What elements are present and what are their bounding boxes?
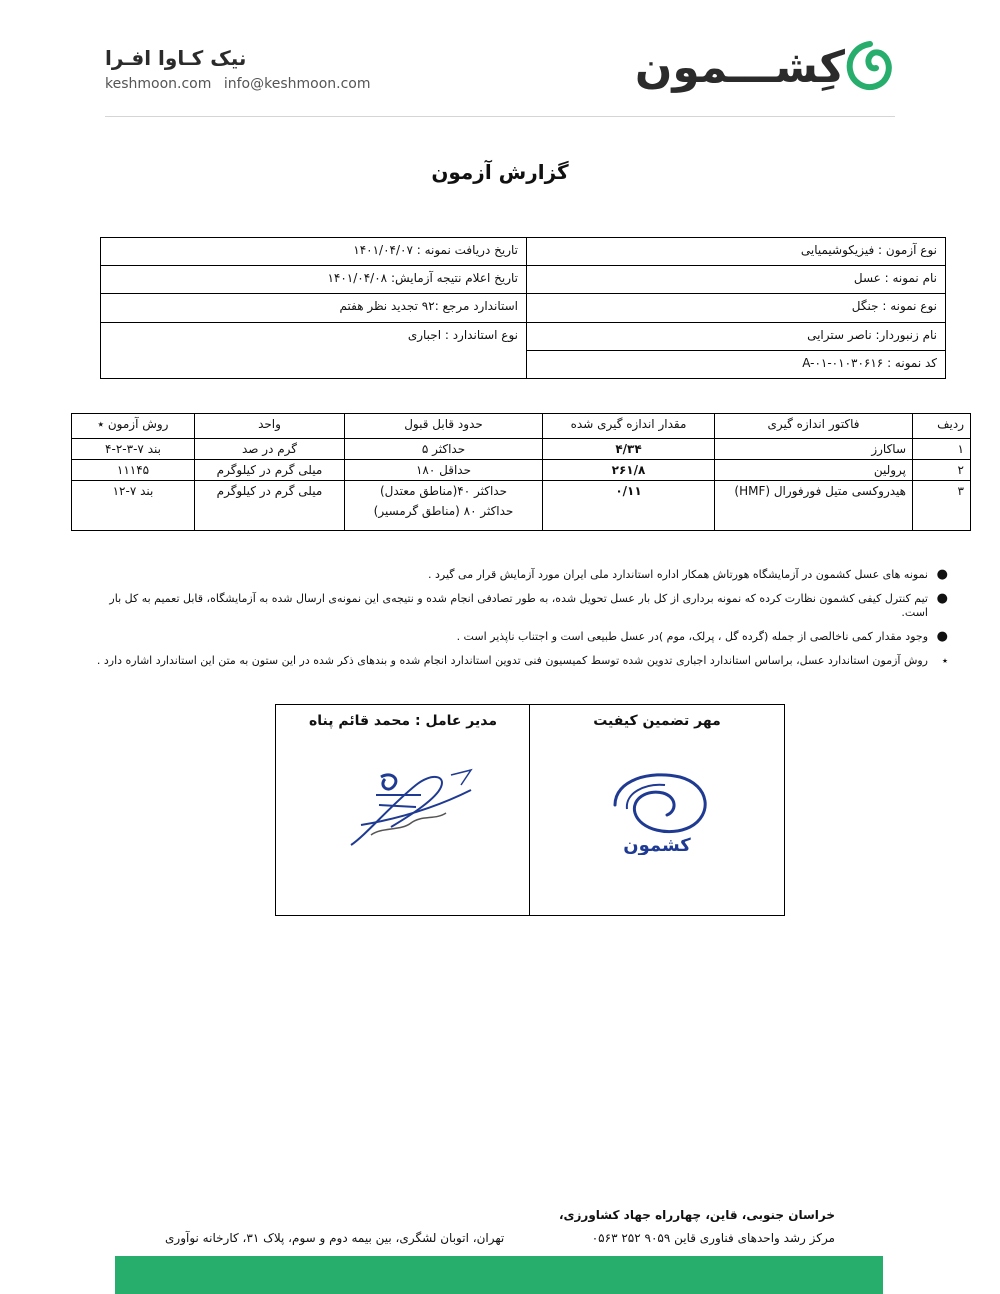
- info-sample-type: نوع نمونه : جنگل: [527, 294, 945, 323]
- row-no: ۲: [913, 460, 971, 481]
- row-value: ۲۶۱/۸: [543, 460, 715, 481]
- table-row: [72, 481, 971, 531]
- row-factor: ساکارز: [715, 439, 913, 460]
- header-divider: [105, 116, 895, 117]
- company-name: نیک کـاوا افـرا: [105, 46, 247, 70]
- company-email[interactable]: info@keshmoon.com: [223, 76, 371, 92]
- col-header-value: مقدار اندازه گیری شده: [543, 414, 715, 439]
- sample-info-table: [100, 237, 946, 379]
- note-text: نمونه های عسل کشمون در آزمایشگاه هورتاش همکار اداره استاندارد ملی ایران مورد آزمایش قرار می گیرد .: [428, 568, 928, 581]
- info-test-type: نوع آزمون : فیزیکوشیمیایی: [527, 238, 945, 266]
- bullet-icon: ●: [936, 591, 948, 606]
- col-header-factor: فاکتور اندازه گیری: [715, 414, 913, 439]
- quality-stamp-icon: [585, 765, 730, 855]
- note-text: وجود مقدار کمی ناخالصی از جمله (گرده گل ، پرلک، موم )در عسل طبیعی است و اجتناب ناپذیر است .: [456, 630, 928, 643]
- asterisk-icon: ٭: [942, 654, 948, 667]
- row-factor: پرولین: [715, 460, 913, 481]
- quality-stamp-cell: [529, 705, 784, 915]
- row-method: بند ۷-۱۲: [72, 481, 195, 531]
- signature-box: [275, 704, 785, 916]
- row-method: ۱۱۱۴۵: [72, 460, 195, 481]
- stamp-text: کشمون: [623, 835, 691, 855]
- row-value: ۴/۳۴: [543, 439, 715, 460]
- row-value: ۰/۱۱: [543, 481, 715, 531]
- info-sample-name: نام نمونه : عسل: [527, 266, 945, 294]
- address-tehran: تهران، اتوبان لشگری، بین بیمه دوم و سوم، پلاک ۳۱، کارخانه نوآوری: [165, 1231, 505, 1245]
- brand-name: کِشـــمون: [634, 42, 845, 93]
- info-beekeeper: نام زنبوردار: ناصر سترایی: [527, 323, 945, 351]
- bullet-icon: ●: [936, 567, 948, 582]
- report-title: گزارش آزمون: [431, 160, 569, 184]
- note-text: روش آزمون استاندارد عسل، براساس استاندارد اجباری تدوین شده توسط کمیسیون فنی تدوین استاندارد انجام شده و بندهای ذکر شده در این ستون به متن این استاندارد اشاره دارد .: [96, 654, 928, 667]
- bullet-icon: ●: [936, 629, 948, 644]
- results-table: [71, 413, 971, 531]
- list-item: [90, 654, 950, 668]
- row-limit: حداکثر ۵: [345, 439, 543, 460]
- list-item: [90, 568, 950, 582]
- manager-signature-cell: [276, 705, 530, 915]
- info-receive-date: تاریخ دریافت نمونه : ۱۴۰۱/۰۴/۰۷: [101, 238, 527, 266]
- notes-list: [90, 568, 950, 678]
- table-row: [72, 439, 971, 460]
- info-standard-type: نوع استاندارد : اجباری: [101, 323, 527, 378]
- row-no: ۳: [913, 481, 971, 531]
- manager-label: مدیر عامل : محمد قائم پناه: [308, 713, 498, 729]
- col-header-limit: حدود قابل قبول: [345, 414, 543, 439]
- list-item: [90, 592, 950, 620]
- address-south-khorasan-line2: مرکز رشد واحدهای فناوری قاین ۹۰۵۹ ۲۵۲ ۰۵۶۳: [591, 1231, 835, 1245]
- list-item: [90, 630, 950, 644]
- info-reference-standard: استاندارد مرجع :۹۲ تجدید نظر هفتم: [101, 294, 527, 323]
- company-website[interactable]: keshmoon.com: [105, 76, 212, 92]
- footer-bar: [115, 1256, 883, 1294]
- brand-logo-icon: [840, 36, 900, 96]
- row-unit: گرم در صد: [195, 439, 345, 460]
- col-header-unit: واحد: [195, 414, 345, 439]
- row-unit: میلی گرم در کیلوگرم: [195, 460, 345, 481]
- results-header-row: [72, 414, 971, 439]
- manager-signature-icon: [321, 765, 486, 860]
- table-row: [72, 460, 971, 481]
- info-sample-code: کد نمونه : A-۰۱-۰۱۰۳۰۶۱۶: [802, 356, 937, 370]
- row-method: بند ۷-۳-۲-۴: [72, 439, 195, 460]
- col-header-row-no: ردیف: [913, 414, 971, 439]
- address-south-khorasan-line1: خراسان جنوبی، قاین، چهارراه جهاد کشاورزی،: [558, 1208, 835, 1222]
- note-text: تیم کنترل کیفی کشمون نظارت کرده که نمونه برداری از کل بار عسل تحویل شده، به طور تصادفی انجام شده و نتیجه‌ی این نمونه‌ی ارسال شده به آزمایشگاه، قابل تعمیم به کل بار است.: [109, 592, 928, 619]
- info-result-date: تاریخ اعلام نتیجه آزمایش: ۱۴۰۱/۰۴/۰۸: [101, 266, 527, 294]
- row-limit: [345, 481, 543, 531]
- row-limit-line1: حداکثر ۴۰(مناطق معتدل): [379, 484, 507, 498]
- company-contact: [105, 76, 370, 92]
- quality-stamp-label: مهر تضمین کیفیت: [593, 713, 721, 729]
- row-limit: حداقل ۱۸۰: [345, 460, 543, 481]
- row-unit: میلی گرم در کیلوگرم: [195, 481, 345, 531]
- sample-info-left-column: [101, 238, 527, 378]
- row-factor: هیدروکسی متیل فورفورال (HMF): [715, 481, 913, 531]
- sample-info-right-column: [527, 238, 945, 378]
- col-header-method: روش آزمون ٭: [72, 414, 195, 439]
- row-no: ۱: [913, 439, 971, 460]
- row-limit-line2: حداکثر ۸۰ (مناطق گرمسیر): [373, 504, 514, 518]
